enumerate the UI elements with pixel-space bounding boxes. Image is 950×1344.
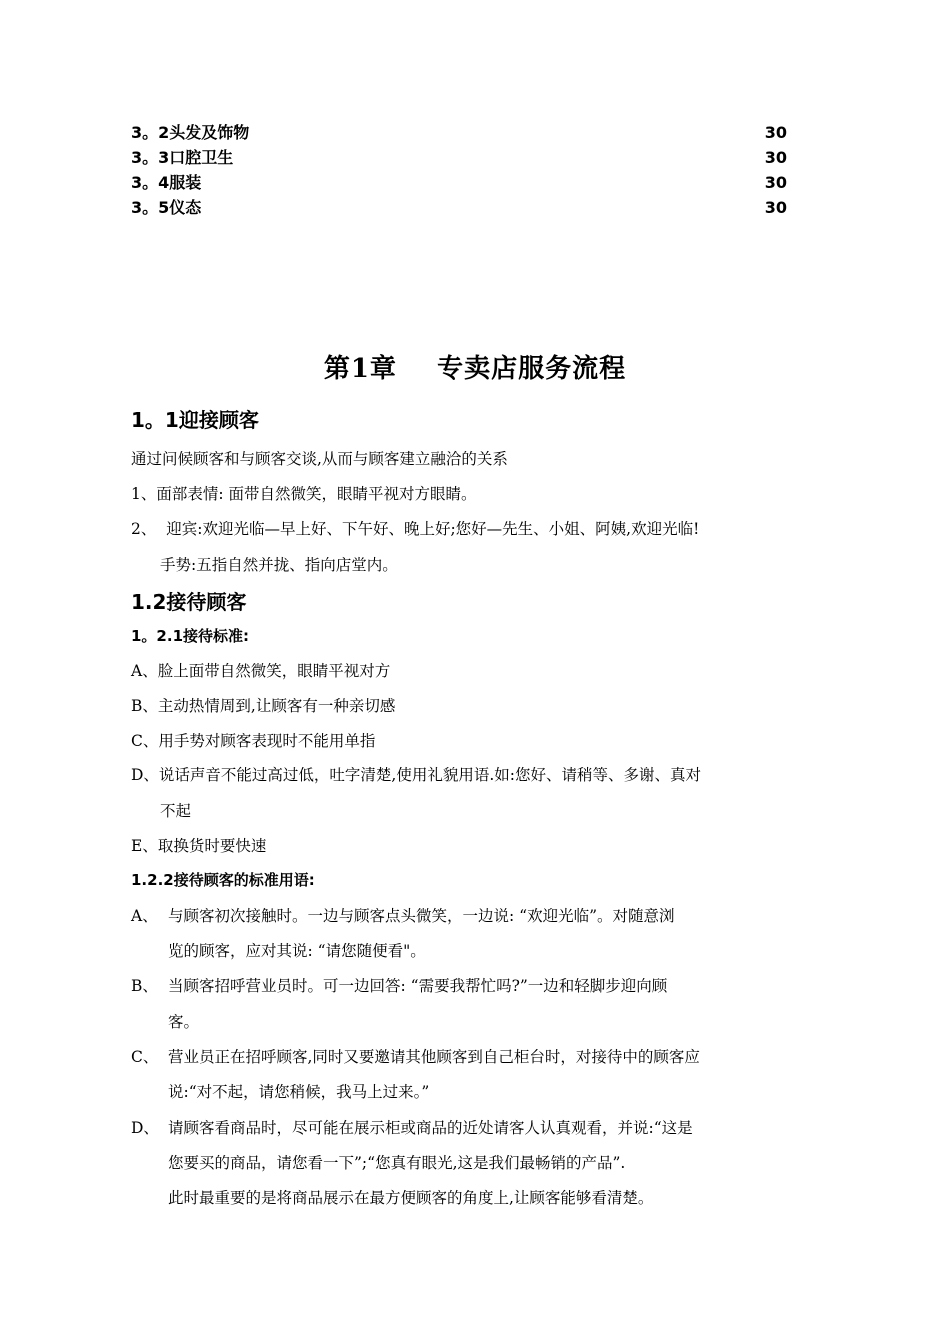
list-marker: C、 <box>131 1048 159 1066</box>
toc-entry-page: 30 <box>764 148 787 167</box>
list-item: 2、 迎宾:欢迎光临—早上好、下午好、晚上好;您好—先生、小姐、阿姨,欢迎光临! <box>131 520 700 538</box>
list-item <box>131 974 667 996</box>
list-item-text: 与顾客初次接触时。一边与顾客点头微笑，一边说: “欢迎光临”。对随意浏 <box>168 907 675 925</box>
list-item-continuation: 手势:五指自然并拢、指向店堂内。 <box>160 556 398 574</box>
toc-entry-label: 3。2头发及饰物 <box>131 123 250 142</box>
list-marker: B、 <box>131 977 158 995</box>
list-item <box>131 1045 700 1067</box>
section-heading-1-1: 1。1迎接顾客 <box>131 408 259 432</box>
toc-entry[interactable] <box>131 170 787 195</box>
toc-entry-label: 3。5仪态 <box>131 198 202 217</box>
list-item: E、取换货时要快速 <box>131 837 267 855</box>
list-item <box>131 904 675 926</box>
list-item-continuation: 客。 <box>168 1013 200 1031</box>
section-heading-1-2: 1.2接待顾客 <box>131 590 247 614</box>
list-item-text: 请顾客看商品时，尽可能在展示柜或商品的近处请客人认真观看，并说:“这是 <box>168 1119 693 1137</box>
subsection-heading-1-2-1: 1。2.1接待标准: <box>131 627 250 645</box>
list-item <box>131 1116 693 1138</box>
list-item-continuation: 览的顾客，应对其说: “请您随便看"。 <box>168 942 426 960</box>
list-item-text: 营业员正在招呼顾客,同时又要邀请其他顾客到自己柜台时，对接待中的顾客应 <box>168 1048 700 1066</box>
list-marker: D、 <box>131 1119 159 1137</box>
toc-entry-label: 3。4服装 <box>131 173 202 192</box>
toc-entry[interactable] <box>131 195 787 220</box>
list-item: A、脸上面带自然微笑，眼睛平视对方 <box>131 662 391 680</box>
toc-entry[interactable] <box>131 120 787 145</box>
toc-entry-label: 3。3口腔卫生 <box>131 148 234 167</box>
list-item: C、用手势对顾客表现时不能用单指 <box>131 732 376 750</box>
list-item: D、说话声音不能过高过低，吐字清楚,使用礼貌用语.如:您好、请稍等、多谢、真对 <box>131 766 702 784</box>
toc-entry-page: 30 <box>764 173 787 192</box>
chapter-title: 第1章 专卖店服务流程 <box>323 354 627 384</box>
list-marker: A、 <box>131 907 158 925</box>
table-of-contents <box>131 120 787 220</box>
subsection-heading-1-2-2: 1.2.2接待顾客的标准用语: <box>131 871 315 889</box>
list-item-continuation: 不起 <box>160 802 192 820</box>
list-item: 1、面部表情: 面带自然微笑，眼睛平视对方眼睛。 <box>131 485 477 503</box>
list-item: B、主动热情周到,让顾客有一种亲切感 <box>131 697 396 715</box>
section-intro: 通过问候顾客和与顾客交谈,从而与顾客建立融洽的关系 <box>131 450 508 468</box>
list-item-text: 当顾客招呼营业员时。可一边回答: “需要我帮忙吗?”一边和轻脚步迎向顾 <box>168 977 668 995</box>
list-item-continuation: 此时最重要的是将商品展示在最方便顾客的角度上,让顾客能够看清楚。 <box>168 1189 654 1207</box>
toc-entry[interactable] <box>131 145 787 170</box>
list-item-continuation: 您要买的商品，请您看一下”;“您真有眼光,这是我们最畅销的产品”. <box>168 1154 626 1172</box>
list-item-continuation: 说:“对不起，请您稍候，我马上过来。” <box>168 1083 430 1101</box>
toc-entry-page: 30 <box>764 123 787 142</box>
toc-entry-page: 30 <box>764 198 787 217</box>
